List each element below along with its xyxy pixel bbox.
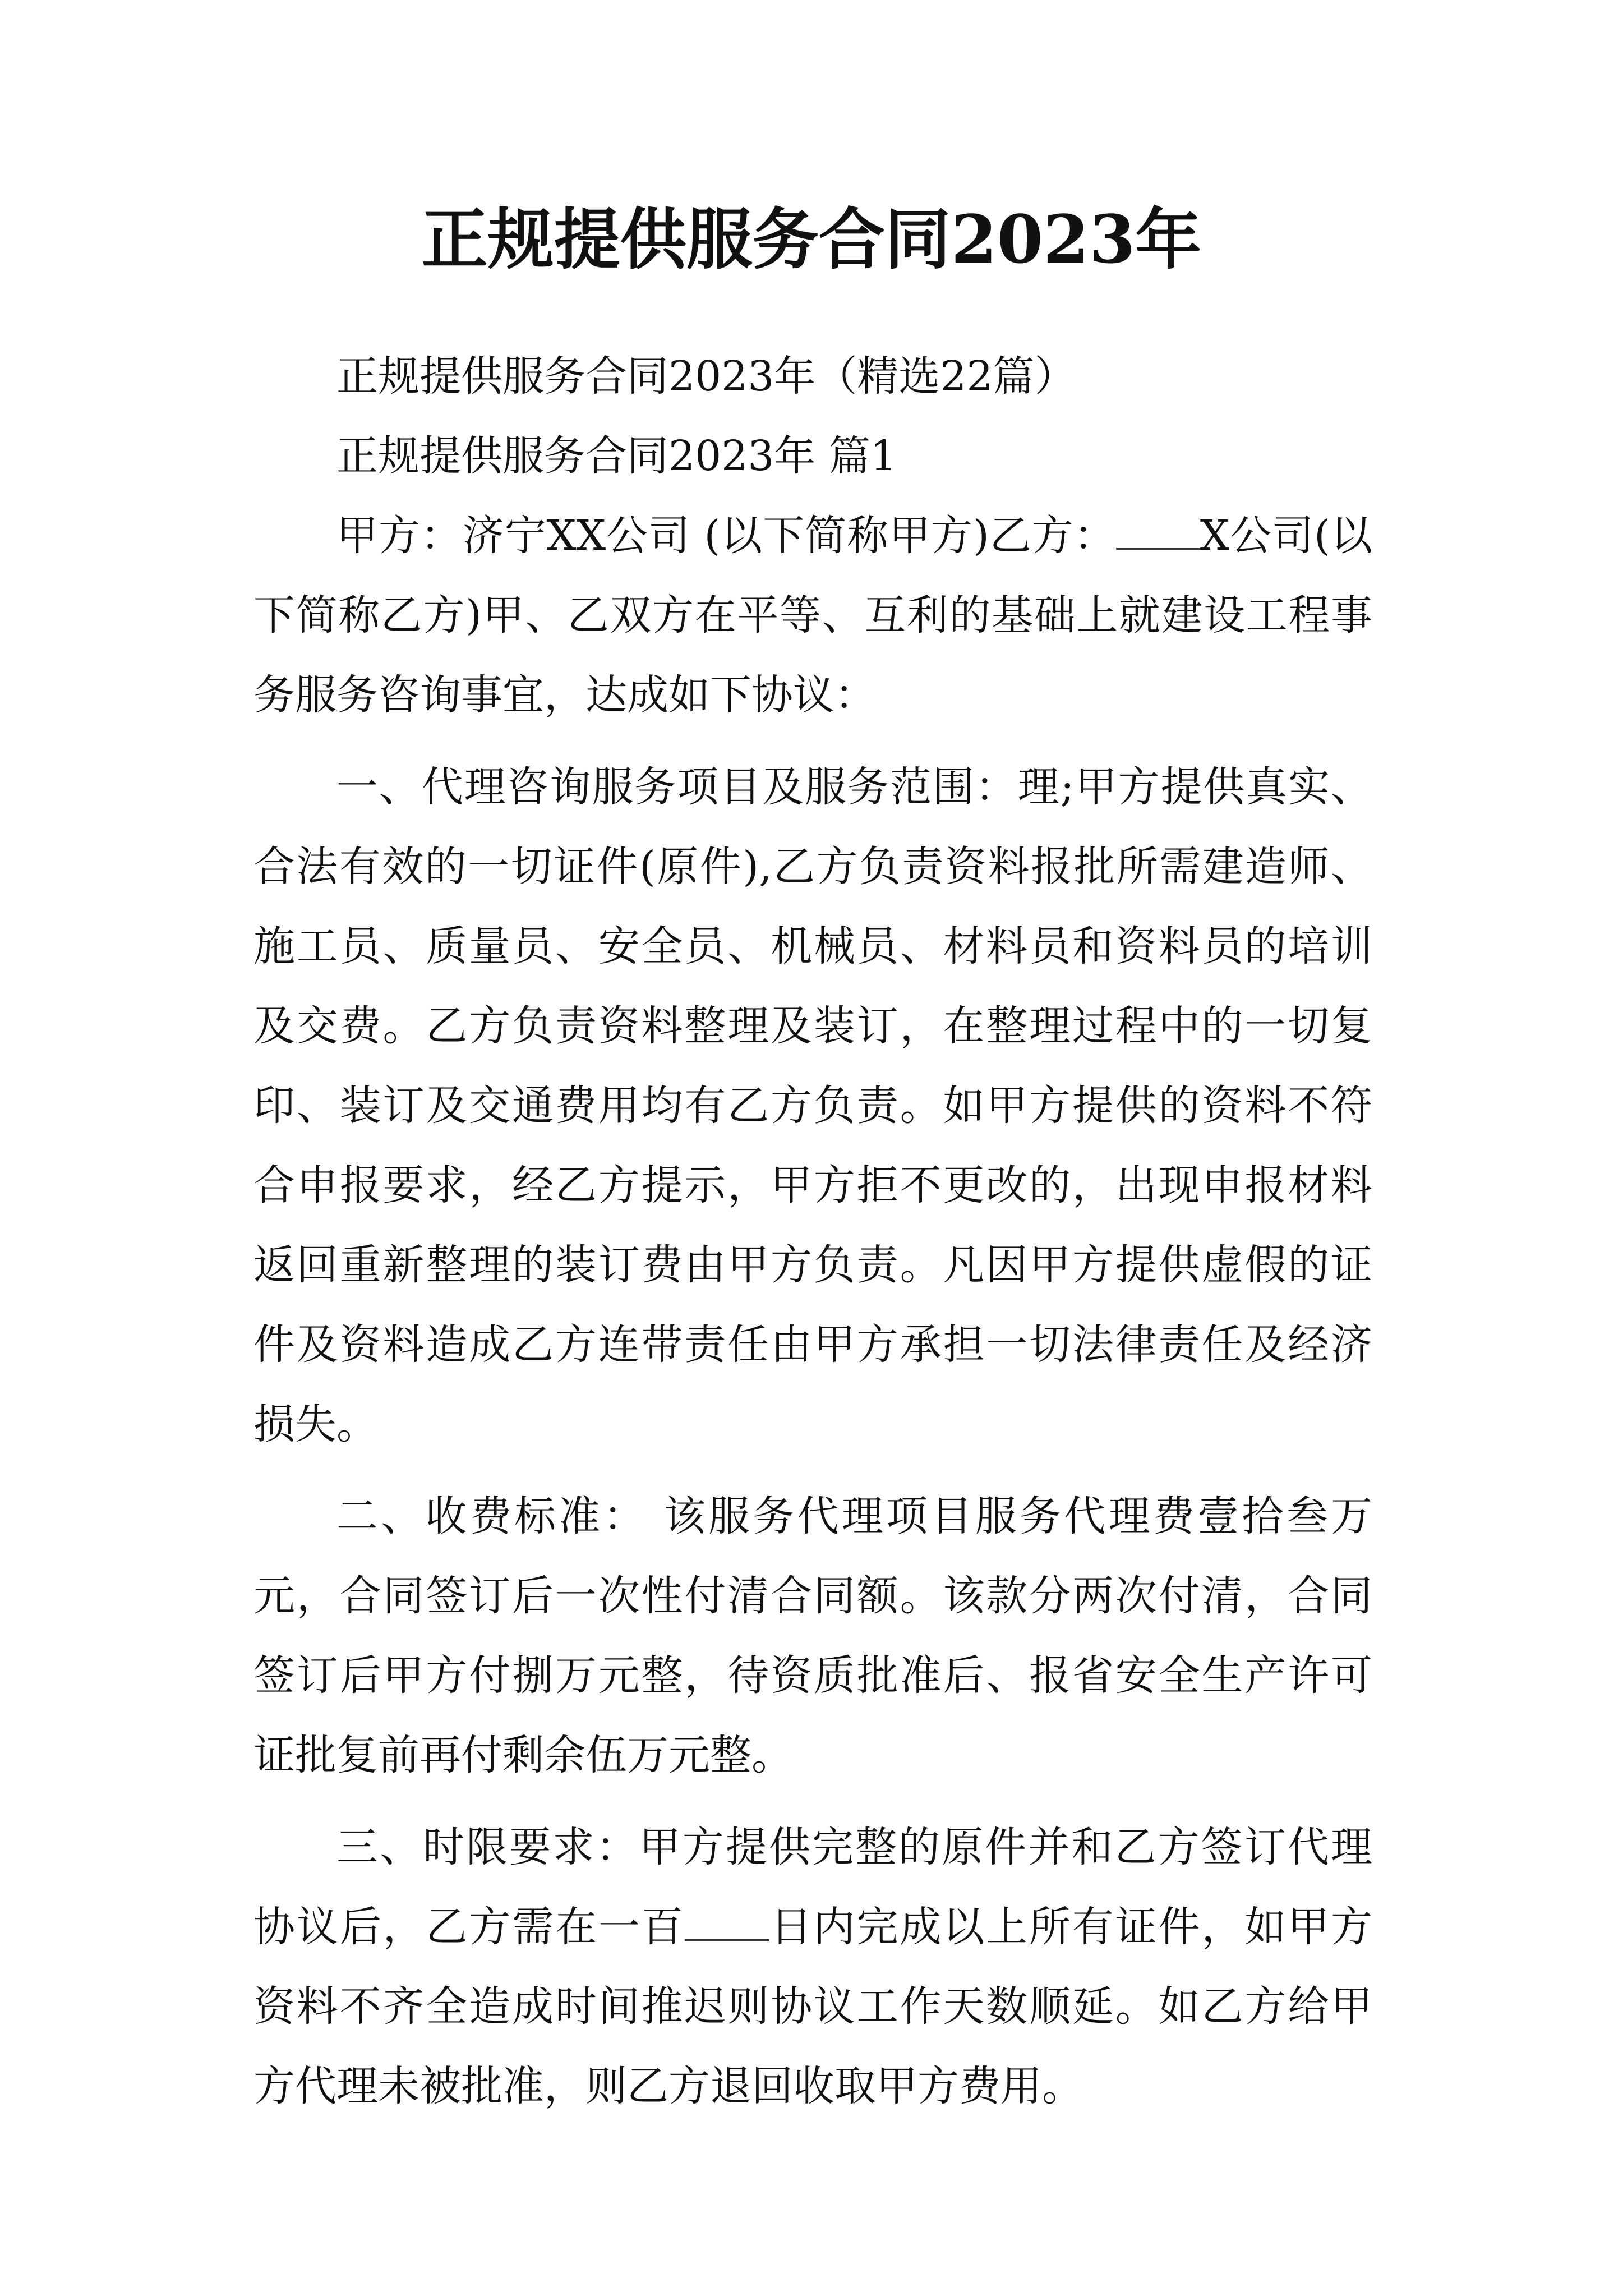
blank-line <box>1116 514 1200 550</box>
clause-3-paragraph <box>253 1807 1372 2126</box>
parties-paragraph <box>253 496 1372 735</box>
blank-line <box>685 1906 769 1941</box>
section-heading: 正规提供服务合同2023年 篇1 <box>336 432 897 480</box>
document-title: 正规提供服务合同2023年 <box>421 200 1202 278</box>
document-body <box>253 337 1372 2126</box>
document-subtitle: 正规提供服务合同2023年（精选22篇） <box>336 352 1076 401</box>
parties-text-b: X公司(以下简称乙方)甲、乙双方在平等、互利的基础上就建设工程事务服务咨询事宜，达成如下协议： <box>253 512 1372 719</box>
clause-3-text-b: 日内完成以上所有证件，如甲方资料不齐全造成时间推迟则协议工作天数顺延。如乙方给甲方代理未被批准，则乙方退回收取甲方费用。 <box>253 1903 1372 2110</box>
clause-1-paragraph: 一、代理咨询服务项目及服务范围：理;甲方提供真实、合法有效的一切证件(原件),乙方负责资料报批所需建造师、施工员、质量员、安全员、机械员、材料员和资料员的培训及交费。乙方负责资料整理及装订，在整理过程中的一切复印、装订及交通费用均有乙方负责。如甲方提供的资料不符合申报要求，经乙方提示，甲方拒不更改的，出现申报材料返回重新整理的装订费由甲方负责。凡因甲方提供虚假的证件及资料造成乙方连带责任由甲方承担一切法律责任及经济损失。 <box>253 763 1372 1448</box>
clause-2-paragraph: 二、收费标准： 该服务代理项目服务代理费壹拾叁万元，合同签订后一次性付清合同额。该款分两次付清，合同签订后甲方付捌万元整，待资质批准后、报省安全生产许可证批复前再付剩余伍万元整。 <box>253 1492 1372 1779</box>
clause-3-text-a: 三、时限要求：甲方提供完整的原件并和乙方签订代理协议后，乙方需在一百 <box>253 1823 1372 1951</box>
parties-text-a: 甲方：济宁XX公司 (以下简称甲方)乙方： <box>336 512 1116 560</box>
